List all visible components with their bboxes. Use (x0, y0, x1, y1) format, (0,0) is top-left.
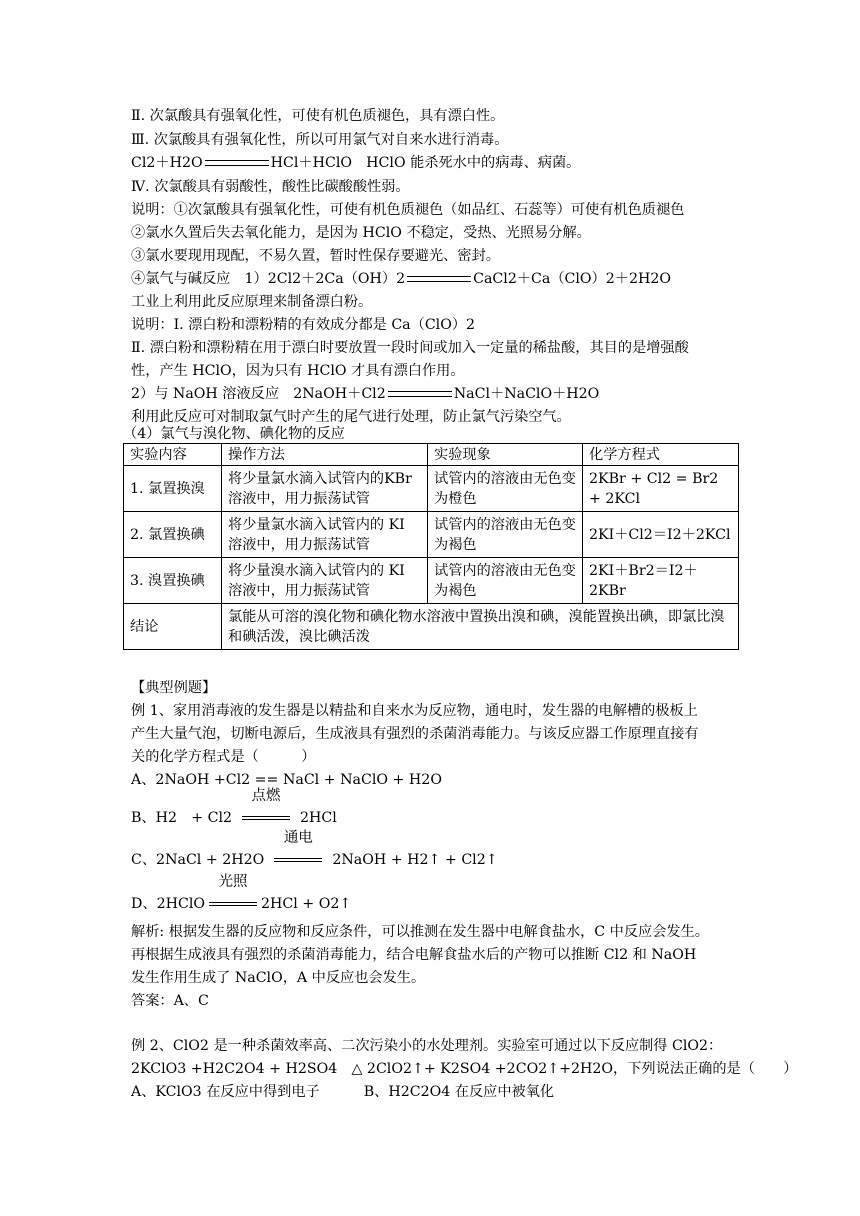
equals-sign (407, 276, 471, 282)
equation-line (131, 384, 599, 404)
equals-sign (205, 160, 269, 166)
option-b: B、H2C2O4 在反应中被氧化 (363, 1084, 555, 1100)
table-header: 实验内容 (124, 444, 222, 466)
table-cell: 将少量氯水滴入试管内的 KI 溶液中，用力振荡试管 (222, 512, 428, 558)
table-cell: 2KBr + Cl2 = Br2 + 2KCl (583, 466, 739, 512)
analysis-line: 解析: 根据发生器的反应物和反应条件，可以推测在发生器中电解食盐水，C 中反应会发生。 (131, 924, 709, 940)
equals-sign (242, 816, 290, 820)
text-line: Ⅱ. 次氯酸具有强氧化性，可使有机色质褪色，具有漂白性。 (131, 108, 505, 124)
option-a: A、KClO3 在反应中得到电子 (131, 1084, 320, 1100)
text-line: 说明：①次氯酸具有强氧化性，可使有机色质褪色（如品红、石蕊等）可使有机色质褪色 (131, 202, 685, 218)
equation-left: ④氯气与碱反应 1）2Cl2＋2Ca（OH）2 (131, 271, 406, 287)
equation-left: Cl2＋H2O (131, 155, 203, 171)
equation-line: 2KClO3 +H2C2O4 + H2SO4 △ 2ClO2↑+ K2SO4 +2CO2↑+2H2O，下列说法正确的是（ ） (131, 1061, 798, 1077)
option-left: C、2NaCl + 2H2O (131, 852, 265, 868)
equation-line (131, 269, 671, 289)
text-line: 例 1、家用消毒液的发生器是以精盐和自来水为反应物，通电时，发生器的电解槽的极板上 (131, 703, 698, 719)
table-cell: 试管内的溶液由无色变为褐色 (428, 558, 583, 604)
text-line: 工业上利用此反应原理来制备漂白粉。 (131, 294, 373, 310)
conclusion-cell: 氯能从可溶的溴化物和碘化物水溶液中置换出溴和碘，溴能置换出碘，即氯比溴和碘活泼，溴比碘活泼 (222, 604, 739, 650)
equation-left: 2）与 NaOH 溶液反应 2NaOH＋Cl2 (131, 386, 386, 402)
condition-label: 通电 (283, 830, 313, 846)
text-line: Ⅱ. 漂白粉和漂粉精在用于漂白时要放置一段时间或加入一定量的稀盐酸，其目的是增强酸 (131, 340, 689, 356)
reaction-arrow (270, 830, 326, 870)
reaction-arrow (238, 788, 294, 828)
table-cell: 试管内的溶液由无色变为褐色 (428, 512, 583, 558)
table-cell: 3. 溴置换碘 (124, 558, 222, 604)
table-cell: 2KI＋Cl2＝I2＋2KCl (583, 512, 739, 558)
option-b (131, 788, 337, 828)
equation-right: CaCl2＋Ca（ClO）2＋2H2O (473, 271, 672, 287)
analysis-line: 再根据生成液具有强烈的杀菌消毒能力，结合电解食盐水后的产物可以推断 Cl2 和 NaOH (131, 947, 697, 963)
text-line: 利用此反应可对制取氯气时产生的尾气进行处理，防止氯气污染空气。 (131, 409, 571, 425)
table-header-row (124, 444, 739, 466)
text-line: 例 2、ClO2 是一种杀菌效率高、二次污染小的水处理剂。实验室可通过以下反应制得 ClO2： (131, 1038, 723, 1054)
table-cell: 将少量氯水滴入试管内的KBr溶液中，用力振荡试管 (222, 466, 428, 512)
condition-label: 点燃 (251, 788, 281, 804)
text-line: 产生大量气泡，切断电源后，生成液具有强烈的杀菌消毒能力。与该反应器工作原理直接有 (131, 726, 699, 742)
option-left: B、H2 + Cl2 (131, 810, 233, 826)
table-cell: 1. 氯置换溴 (124, 466, 222, 512)
option-left: D、2HClO (131, 896, 205, 912)
equation-right: HCl＋HClO HClO 能杀死水中的病毒、病菌。 (270, 155, 581, 171)
equation-right: NaCl＋NaClO＋H2O (453, 386, 600, 402)
examples-heading: 【典型例题】 (131, 680, 217, 696)
text-line: Ⅳ. 次氯酸具有弱酸性，酸性比碳酸酸性弱。 (131, 179, 410, 195)
text-line: 说明：Ⅰ. 漂白粉和漂粉精的有效成分都是 Ca（ClO）2 (131, 317, 476, 333)
option-right: 2HCl (300, 810, 337, 826)
text-line: 性，产生 HClO，因为只有 HClO 才具有漂白作用。 (131, 363, 465, 379)
table-row (124, 466, 739, 512)
equals-sign (209, 902, 257, 906)
option-c (131, 830, 498, 870)
table-header: 化学方程式 (583, 444, 739, 466)
section-title: （4）氯气与溴化物、碘化物的反应 (123, 426, 345, 442)
table-cell: 将少量溴水滴入试管内的 KI 溶液中，用力振荡试管 (222, 558, 428, 604)
reaction-arrow (205, 874, 261, 914)
table-cell: 2KI＋Br2＝I2＋2KBr (583, 558, 739, 604)
table-row (124, 512, 739, 558)
table-row (124, 558, 739, 604)
table-header: 操作方法 (222, 444, 428, 466)
condition-label: 光照 (218, 874, 248, 890)
table-header: 实验现象 (428, 444, 583, 466)
reaction-table (123, 443, 739, 650)
text-line: ②氯水久置后失去氧化能力，是因为 HClO 不稳定，受热、光照易分解。 (131, 225, 591, 241)
options-line (131, 1082, 554, 1102)
table-conclusion-row (124, 604, 739, 650)
option-a: A、2NaOH +Cl2 == NaCl + NaClO + H2O (131, 772, 442, 788)
table-cell: 试管内的溶液由无色变为橙色 (428, 466, 583, 512)
equation-line (131, 153, 580, 173)
option-d (131, 874, 352, 914)
option-right: 2NaOH + H2↑ + Cl2↑ (332, 852, 498, 868)
equals-sign (388, 391, 452, 397)
table-cell: 2. 氯置换碘 (124, 512, 222, 558)
answer-line: 答案：A、C (131, 993, 209, 1009)
text-line: Ⅲ. 次氯酸具有强氧化性，所以可用氯气对自来水进行消毒。 (131, 132, 509, 148)
option-right: 2HCl + O2↑ (261, 896, 352, 912)
text-line: ③氯水要现用现配，不易久置，暂时性保存要避光、密封。 (131, 248, 500, 264)
text-line: 关的化学方程式是（ ） (131, 749, 316, 765)
table-cell: 结论 (124, 604, 222, 650)
analysis-line: 发生作用生成了 NaClO，A 中反应也会发生。 (131, 970, 426, 986)
equals-sign (274, 858, 322, 862)
